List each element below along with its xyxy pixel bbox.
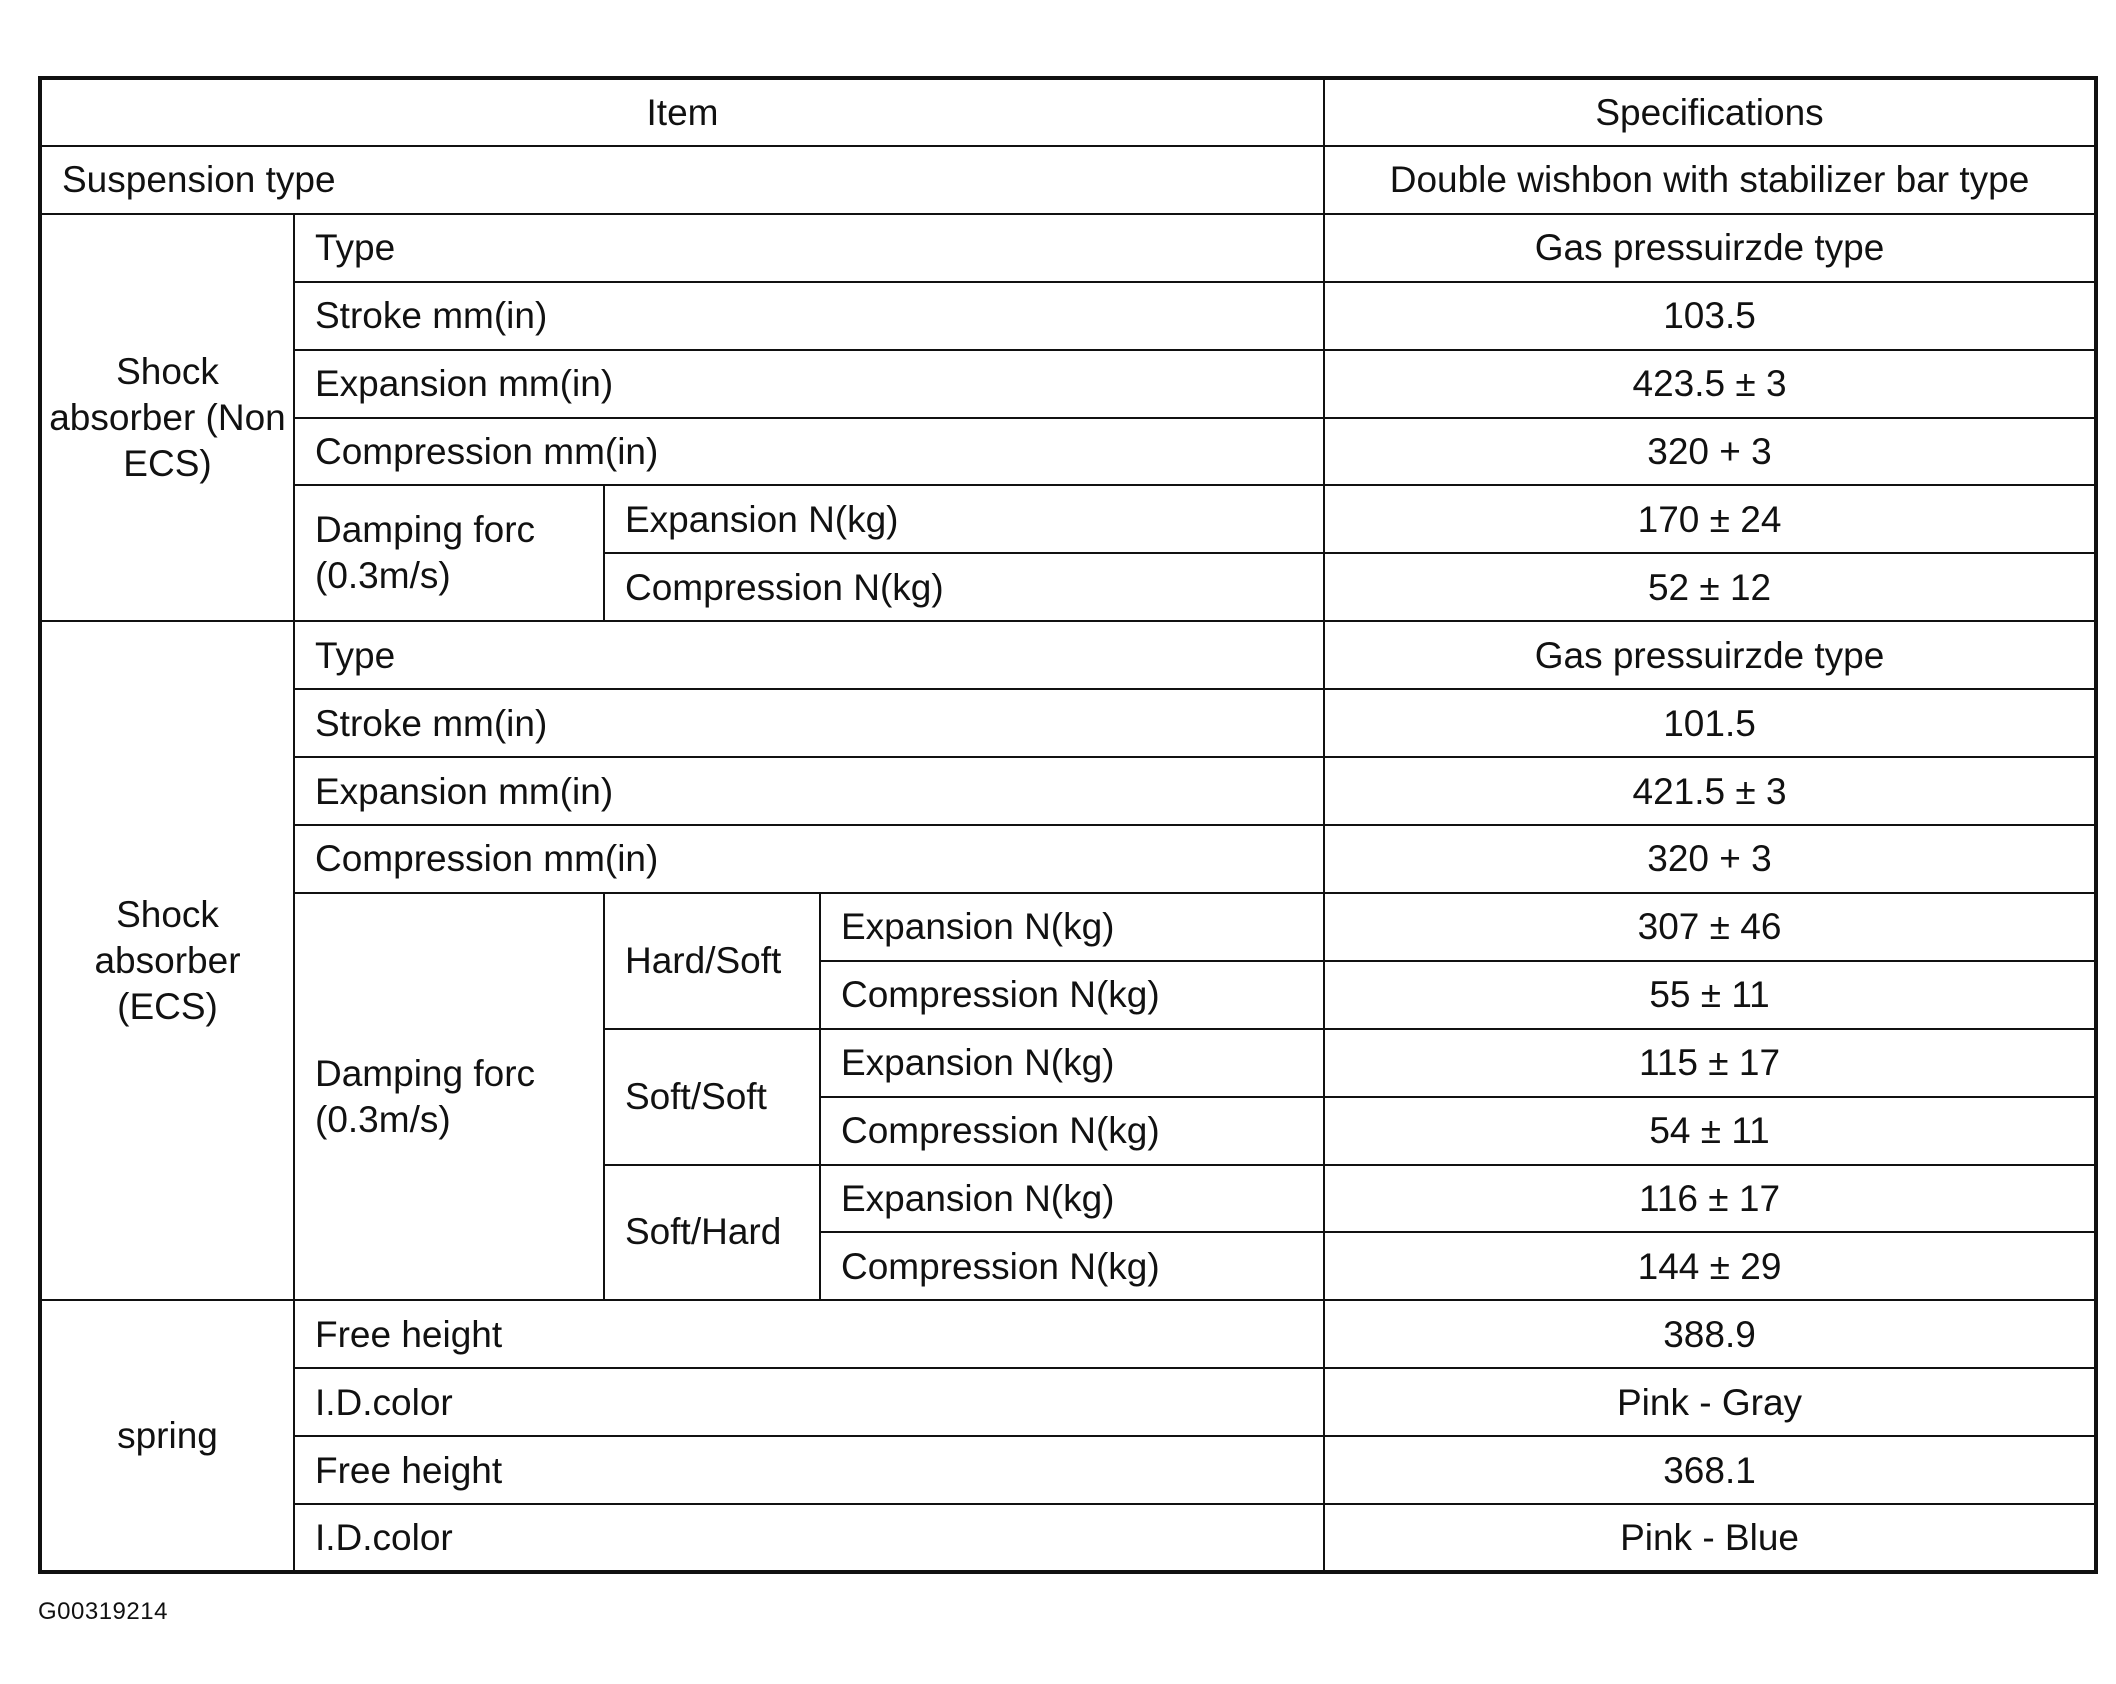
row-label: Expansion mm(in): [294, 350, 1324, 418]
group-spring: spring: [40, 1300, 294, 1572]
row-label: Compression N(kg): [604, 553, 1324, 621]
row-value: Gas pressuirzde type: [1324, 214, 2096, 282]
table-row: [40, 757, 2096, 825]
damping-mode-soft-hard: Soft/Hard: [604, 1165, 820, 1301]
header-row: [40, 78, 2096, 146]
table-row: [40, 825, 2096, 893]
row-value: 421.5 ± 3: [1324, 757, 2096, 825]
row-label: Compression N(kg): [820, 1232, 1324, 1300]
specifications-table: [38, 76, 2098, 1574]
row-value: 368.1: [1324, 1436, 2096, 1504]
table-row: [40, 282, 2096, 350]
row-value: Gas pressuirzde type: [1324, 621, 2096, 689]
row-label: Expansion N(kg): [820, 1165, 1324, 1233]
row-label: Stroke mm(in): [294, 689, 1324, 757]
row-label: I.D.color: [294, 1368, 1324, 1436]
damping-mode-soft-soft: Soft/Soft: [604, 1029, 820, 1165]
row-label: Free height: [294, 1436, 1324, 1504]
row-label: Expansion N(kg): [604, 485, 1324, 553]
row-value: 320 + 3: [1324, 825, 2096, 893]
row-value: 52 ± 12: [1324, 553, 2096, 621]
row-value: Pink - Blue: [1324, 1504, 2096, 1572]
suspension-type-label: Suspension type: [40, 146, 1324, 214]
row-label: Compression mm(in): [294, 825, 1324, 893]
damping-force-label: Damping forc (0.3m/s): [294, 893, 604, 1300]
row-value: 115 ± 17: [1324, 1029, 2096, 1097]
row-label: Expansion mm(in): [294, 757, 1324, 825]
row-value: Pink - Gray: [1324, 1368, 2096, 1436]
group-ecs: Shock absorber (ECS): [40, 621, 294, 1300]
table-row: [40, 1368, 2096, 1436]
header-specifications: Specifications: [1324, 78, 2096, 146]
table-row: [40, 214, 2096, 282]
row-value: 54 ± 11: [1324, 1097, 2096, 1165]
table-row: [40, 146, 2096, 214]
row-value: 116 ± 17: [1324, 1165, 2096, 1233]
row-value: 320 + 3: [1324, 418, 2096, 486]
row-label: Free height: [294, 1300, 1324, 1368]
row-value: 103.5: [1324, 282, 2096, 350]
table-row: [40, 689, 2096, 757]
damping-force-label: Damping forc (0.3m/s): [294, 485, 604, 621]
table-row: [40, 1504, 2096, 1572]
row-value: 423.5 ± 3: [1324, 350, 2096, 418]
row-label: Expansion N(kg): [820, 1029, 1324, 1097]
group-non-ecs: Shock absorber (Non ECS): [40, 214, 294, 621]
row-label: Type: [294, 214, 1324, 282]
row-value: 55 ± 11: [1324, 961, 2096, 1029]
row-label: I.D.color: [294, 1504, 1324, 1572]
row-label: Type: [294, 621, 1324, 689]
table-row: [40, 1436, 2096, 1504]
table-row: [40, 418, 2096, 486]
row-value: 170 ± 24: [1324, 485, 2096, 553]
row-value: 307 ± 46: [1324, 893, 2096, 961]
table-row: [40, 350, 2096, 418]
row-label: Expansion N(kg): [820, 893, 1324, 961]
figure-id: G00319214: [38, 1598, 168, 1625]
row-label: Compression N(kg): [820, 1097, 1324, 1165]
row-label: Compression mm(in): [294, 418, 1324, 486]
table-row: [40, 621, 2096, 689]
table-row: [40, 485, 2096, 553]
row-value: 101.5: [1324, 689, 2096, 757]
row-value: 388.9: [1324, 1300, 2096, 1368]
table-row: [40, 1300, 2096, 1368]
row-label: Stroke mm(in): [294, 282, 1324, 350]
damping-mode-hard-soft: Hard/Soft: [604, 893, 820, 1029]
table-row: [40, 893, 2096, 961]
row-value: 144 ± 29: [1324, 1232, 2096, 1300]
row-label: Compression N(kg): [820, 961, 1324, 1029]
suspension-type-value: Double wishbon with stabilizer bar type: [1324, 146, 2096, 214]
header-item: Item: [40, 78, 1324, 146]
